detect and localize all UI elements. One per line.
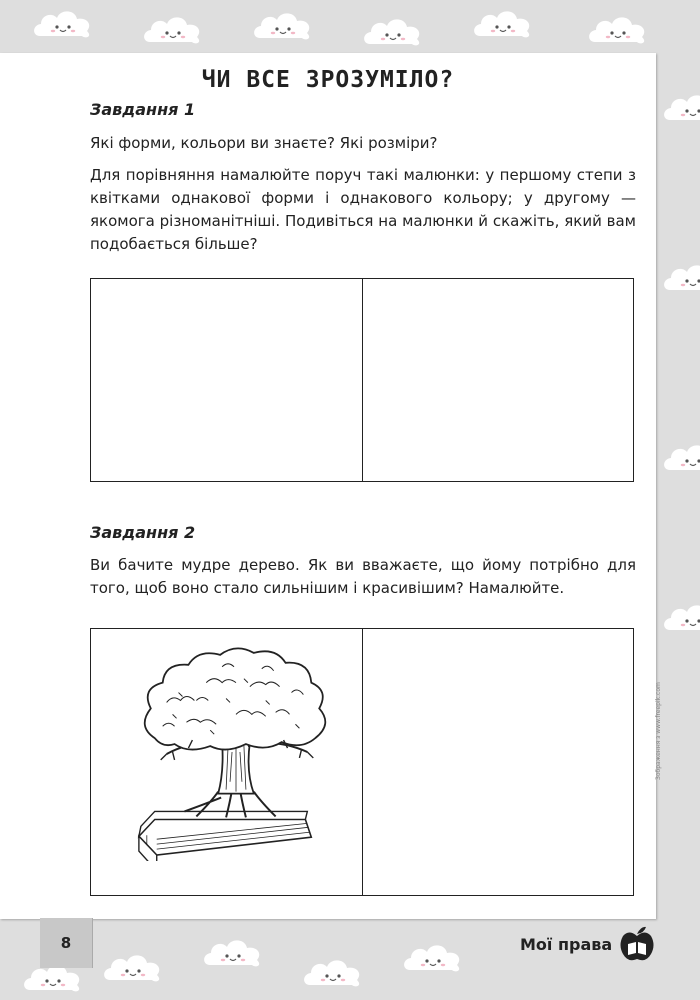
box-divider: [362, 629, 363, 895]
cloud-icon: [200, 935, 266, 969]
task2-drawing-box: [90, 628, 634, 896]
apple-book-icon: [619, 925, 655, 963]
image-credit: Зображення з www.freepik.com: [655, 682, 662, 780]
cloud-icon: [300, 955, 366, 989]
cloud-icon: [470, 6, 536, 40]
cloud-icon: [660, 260, 700, 294]
page-title: ЧИ ВСЕ ЗРОЗУМІЛО?: [201, 67, 455, 93]
box-divider: [362, 279, 363, 481]
task1-question: Які форми, кольори ви знаєте? Які розміри?: [90, 134, 438, 152]
cloud-icon: [250, 8, 316, 42]
cloud-icon: [100, 950, 166, 984]
cloud-icon: [400, 940, 466, 974]
task1-heading: Завдання 1: [90, 100, 196, 119]
cloud-icon: [660, 440, 700, 474]
cloud-icon: [140, 12, 206, 46]
worksheet-page: [0, 53, 656, 919]
cloud-icon: [660, 90, 700, 124]
task1-instructions: Для порівняння намалюйте поруч такі малюнки: у першому степи з квітками однакової форми і однакового кольору; у другому — якомога різноманітніші. Подивіться на малюнки й скажіть, який вам подобається більше?: [90, 166, 636, 253]
brand-title: Мої права: [520, 935, 613, 954]
tree-on-book-icon: [127, 643, 345, 861]
task2-heading: Завдання 2: [90, 523, 196, 542]
task2-instructions: Ви бачите мудре дерево. Як ви вважаєте, що йому потрібно для того, щоб воно стало сильнішим і красивішим? Намалюйте.: [90, 556, 636, 597]
page-number: 8: [40, 918, 93, 968]
task1-drawing-box: [90, 278, 634, 482]
cloud-icon: [360, 14, 426, 48]
cloud-icon: [30, 6, 96, 40]
cloud-icon: [585, 12, 651, 46]
cloud-icon: [660, 600, 700, 634]
